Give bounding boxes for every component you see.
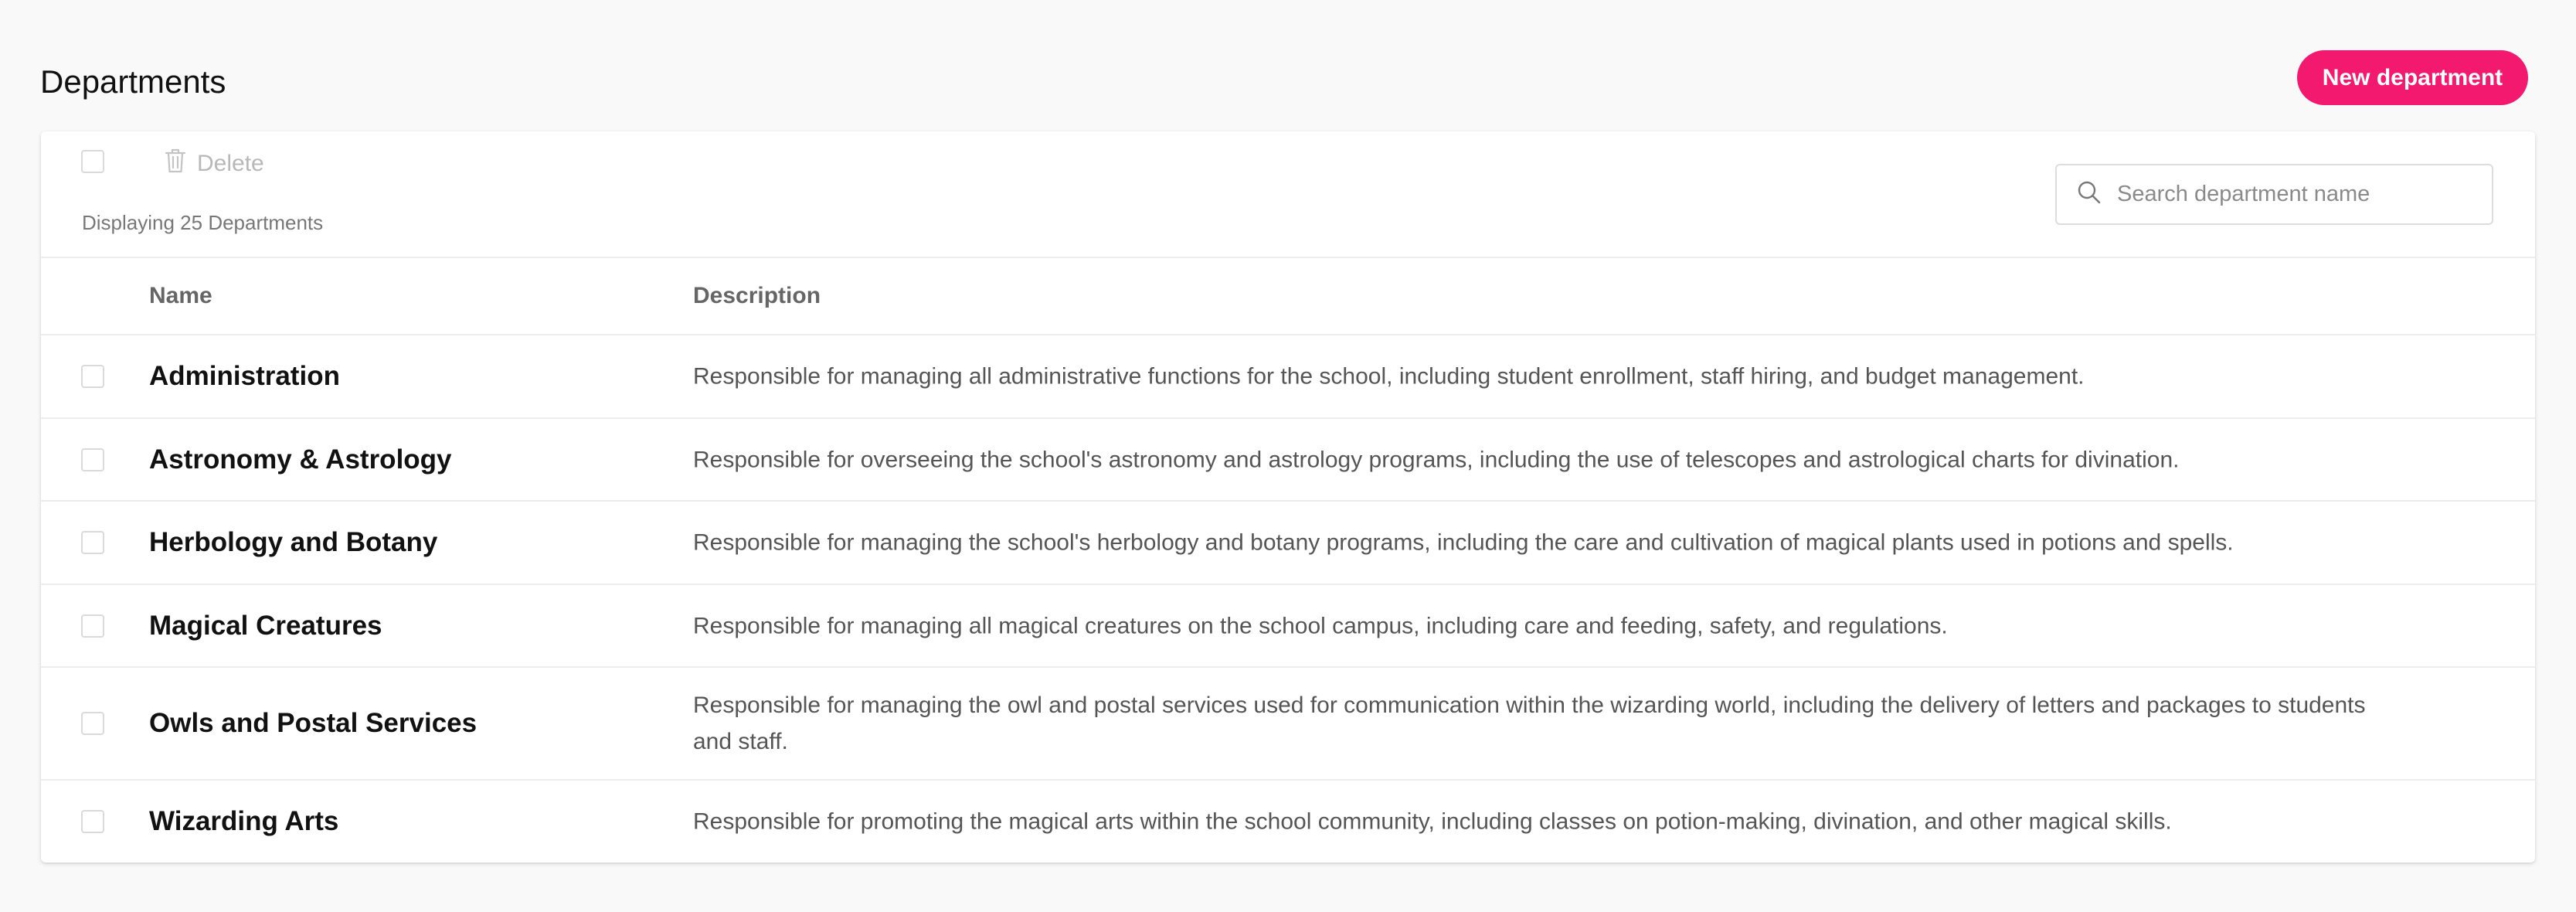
department-description: Responsible for managing all administrative functions for the school, including student enrollment, staff hiring, and budget management. [693,363,2085,390]
table-row[interactable] [41,419,2535,502]
department-description: Responsible for managing the school's herbology and botany programs, including the care and cultivation of magical plants used in potions and spells. [693,529,2234,556]
column-header-description[interactable]: Description [693,283,821,308]
select-all-checkbox[interactable] [81,150,104,173]
row-checkbox[interactable] [81,810,104,833]
table-row[interactable] [41,502,2535,585]
search-icon [2077,180,2102,209]
department-description: Responsible for managing the owl and postal services used for communication within the wizarding world, including the delivery of letters and packages to students and staff. [693,693,2366,754]
row-checkbox[interactable] [81,712,104,735]
department-description: Responsible for overseeing the school's astronomy and astrology programs, including the use of telescopes and astrological charts for divination. [693,447,2180,472]
table-row[interactable] [41,335,2535,419]
department-name: Wizarding Arts [149,806,339,836]
department-count: Displaying 25 Departments [82,211,324,234]
table-row[interactable] [41,585,2535,668]
departments-card [41,131,2535,863]
table-row[interactable] [41,668,2535,781]
row-checkbox[interactable] [81,614,104,638]
page-title: Departments [40,63,226,100]
department-name: Astronomy & Astrology [149,444,452,475]
department-name: Herbology and Botany [149,527,438,557]
search-input[interactable] [2116,181,2482,208]
row-checkbox[interactable] [81,365,104,388]
trash-icon [165,148,186,180]
delete-button[interactable] [165,148,264,179]
table-row[interactable] [41,781,2535,863]
department-name: Magical Creatures [149,610,382,641]
department-description: Responsible for promoting the magical arts within the school community, including classes on potion-making, divination, and other magical skills. [693,808,2172,835]
column-header-name[interactable]: Name [149,283,212,308]
row-checkbox[interactable] [81,531,104,554]
new-department-button[interactable]: New department [2297,50,2528,105]
department-description: Responsible for managing all magical creatures on the school campus, including care and feeding, safety, and regulations. [693,613,1948,638]
delete-label: Delete [197,151,264,176]
department-name: Owls and Postal Services [149,708,477,738]
search-box[interactable] [2055,164,2493,225]
department-name: Administration [149,361,340,391]
row-checkbox[interactable] [81,448,104,471]
toolbar-divider [41,257,2535,258]
